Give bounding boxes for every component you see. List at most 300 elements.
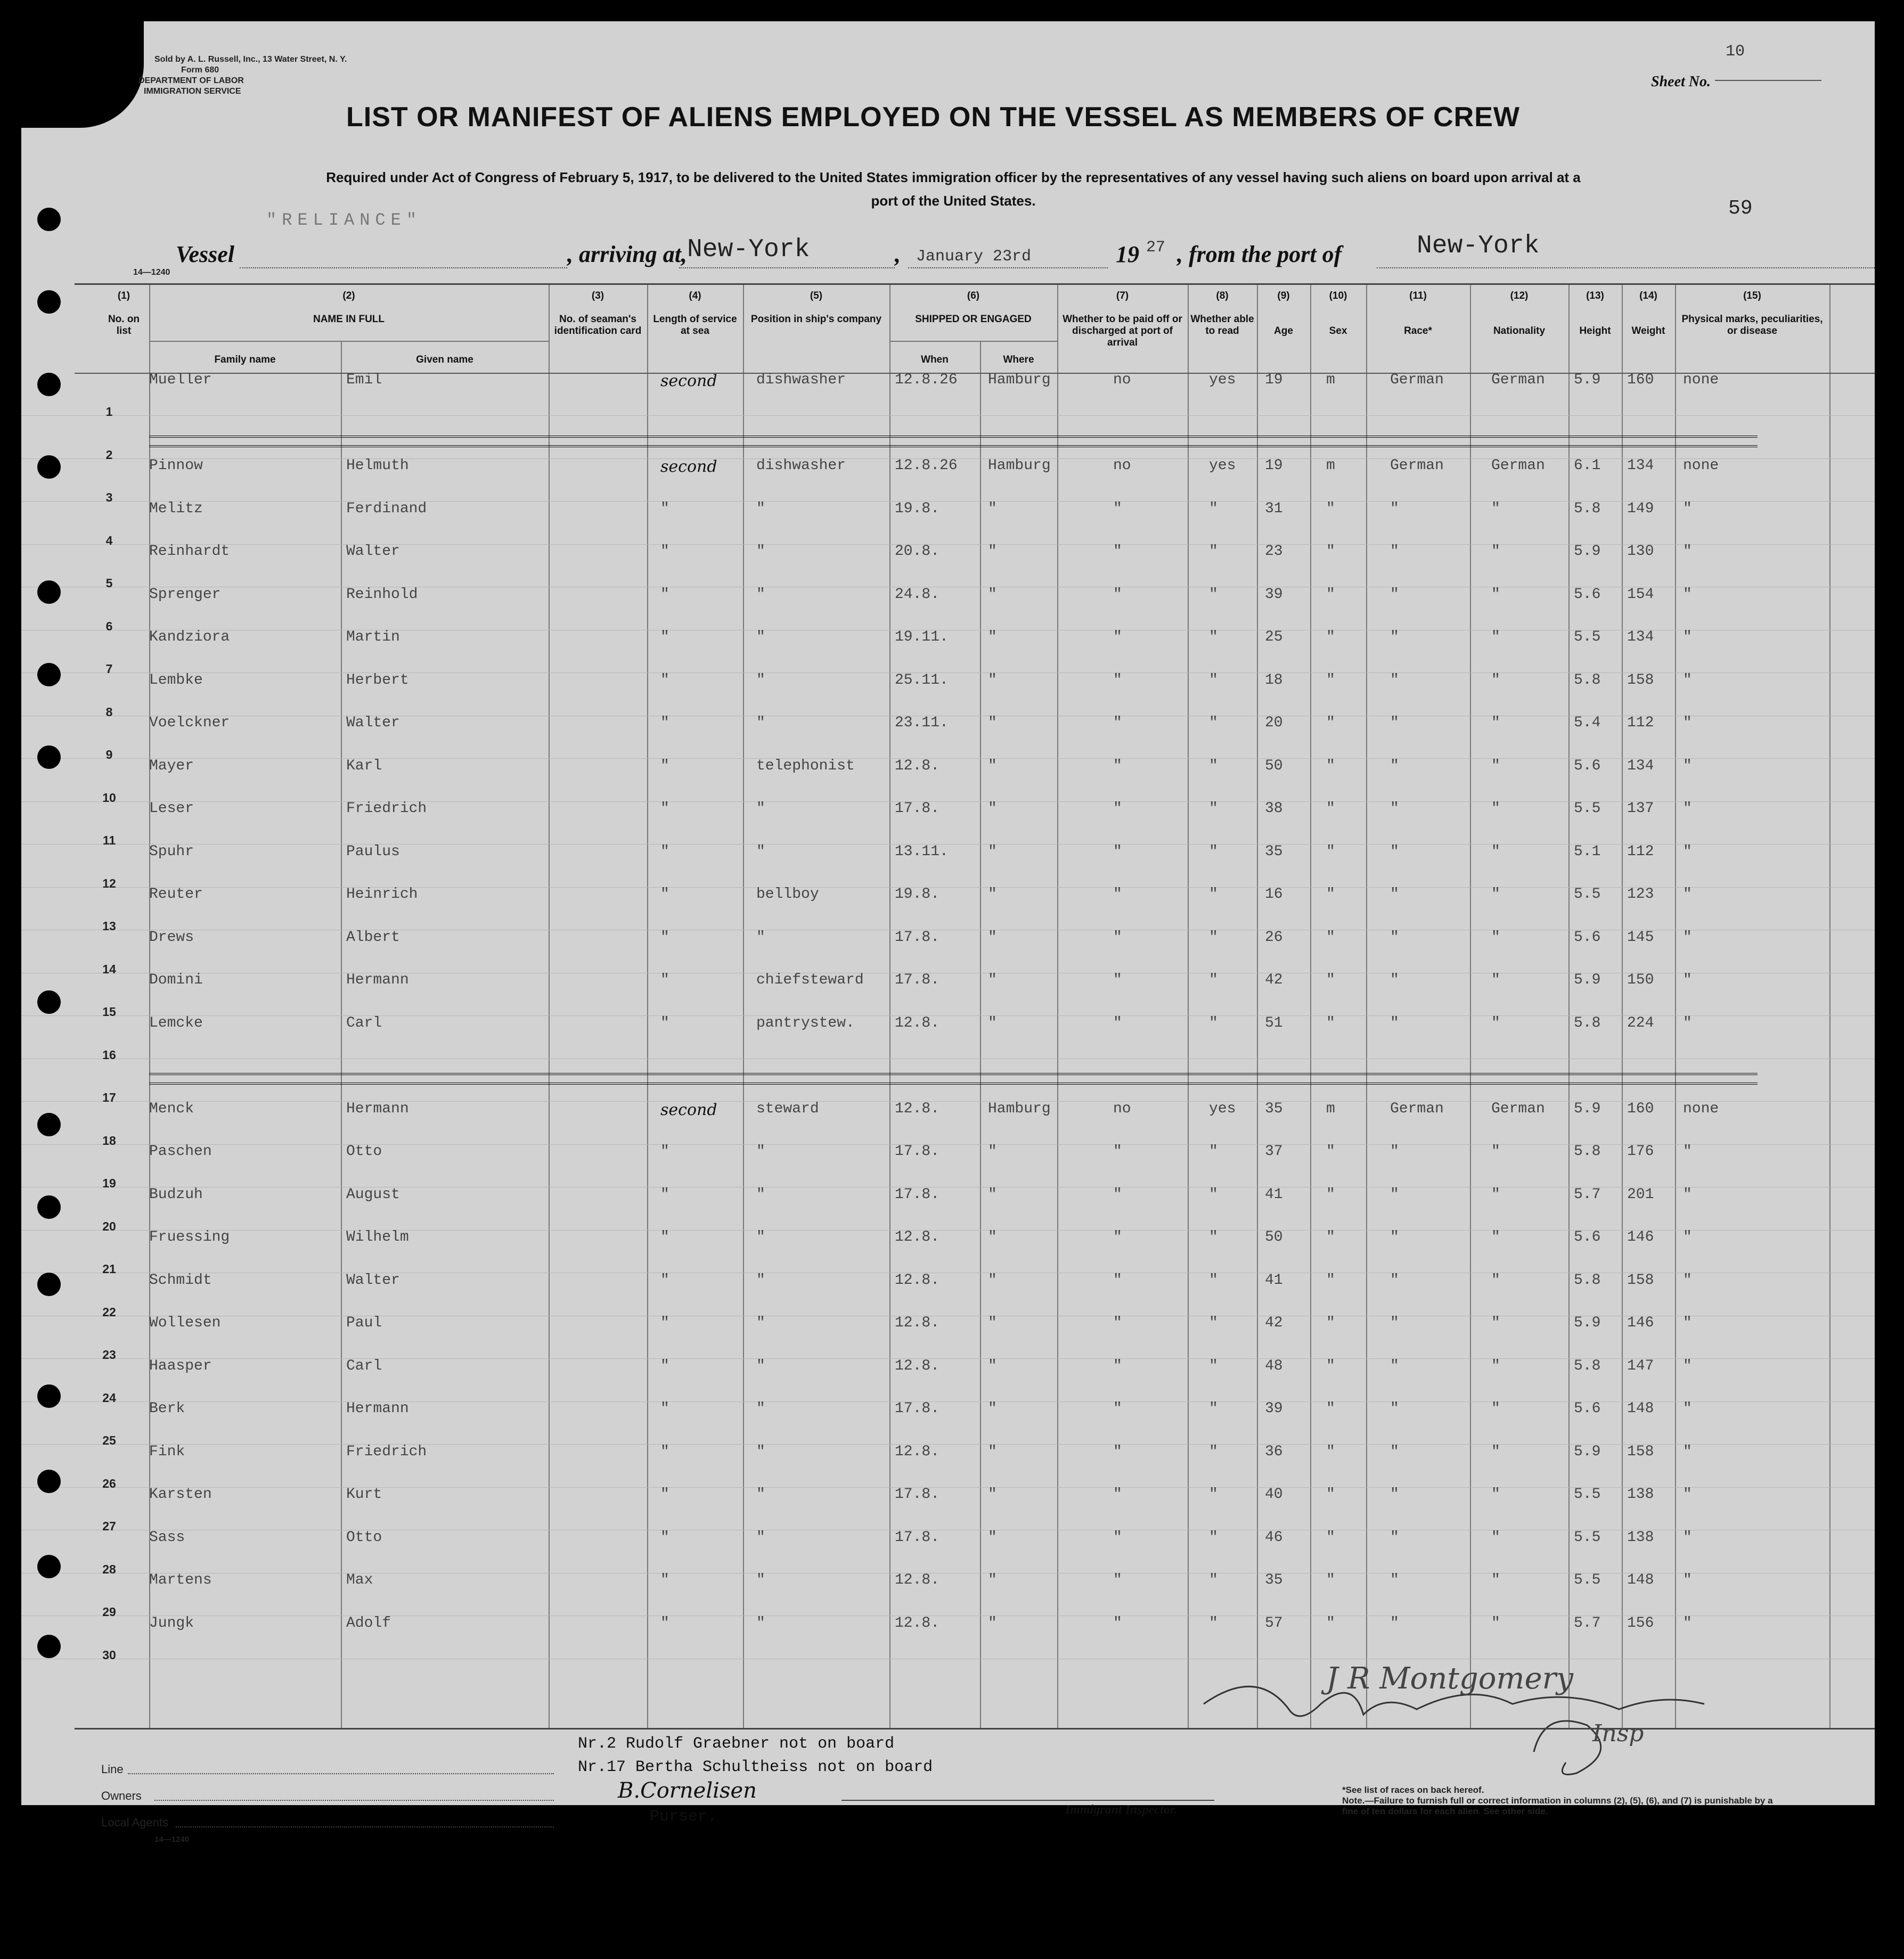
given-name-cell: Ferdinand (346, 500, 427, 517)
binder-hole (37, 580, 61, 604)
position-cell: " (756, 1614, 765, 1632)
read-cell: " (1209, 715, 1218, 731)
given-name-cell: Walter (346, 1272, 400, 1289)
inspector-signature: J R Montgomery (1326, 1661, 1574, 1696)
sex-cell: " (1326, 671, 1335, 688)
col6-header: (6) SHIPPED OR ENGAGED (915, 290, 1032, 325)
position-cell: " (756, 1272, 765, 1289)
position-cell: dishwasher (756, 372, 846, 388)
where-cell: " (988, 671, 997, 688)
weight-cell: 130 (1627, 543, 1654, 560)
position-cell: " (756, 800, 765, 817)
form-number: Form 680 (181, 65, 219, 75)
service-cell: " (660, 800, 669, 817)
nationality-cell: " (1491, 671, 1500, 688)
when-cell: 13.11. (895, 843, 949, 860)
marks-cell: " (1683, 1229, 1692, 1245)
height-cell: 5.9 (1574, 1315, 1601, 1331)
marks-cell: " (1683, 671, 1692, 688)
binder-hole (37, 455, 61, 479)
weight-cell: 158 (1627, 671, 1654, 688)
read-cell: " (1209, 757, 1218, 774)
owners-rule (154, 1800, 554, 1801)
read-cell: " (1209, 1529, 1218, 1546)
family-name-cell: Melitz (149, 500, 203, 517)
family-name-cell: Sprenger (149, 586, 221, 603)
read-cell: " (1209, 1143, 1218, 1160)
height-cell: 5.1 (1574, 843, 1601, 860)
marks-cell: " (1683, 886, 1692, 903)
weight-cell: 154 (1627, 586, 1654, 603)
race-cell: German (1390, 457, 1444, 474)
height-cell: 5.5 (1574, 1529, 1601, 1546)
height-cell: 5.4 (1574, 715, 1601, 731)
agents-label: Local Agents (101, 1816, 168, 1829)
race-cell: German (1390, 372, 1444, 388)
where-cell: " (988, 586, 997, 603)
position-cell: " (756, 1486, 765, 1503)
marks-cell: " (1683, 757, 1692, 774)
read-cell: " (1209, 500, 1218, 517)
marks-cell: " (1683, 543, 1692, 560)
race-cell: " (1390, 1614, 1399, 1632)
marks-cell: " (1683, 1186, 1692, 1203)
when-cell: 17.8. (895, 800, 940, 817)
purser-signature: B.Cornelisen (618, 1778, 757, 1803)
paid-off-cell: " (1113, 1315, 1122, 1331)
position-cell: steward (756, 1100, 819, 1117)
service-cell: second (660, 457, 717, 476)
marks-cell: " (1683, 1357, 1692, 1374)
weight-cell: 150 (1627, 972, 1654, 988)
row-number: 25 (102, 1433, 116, 1447)
marks-cell: " (1683, 972, 1692, 988)
height-cell: 5.8 (1574, 1143, 1601, 1160)
row-number: 16 (102, 1047, 116, 1062)
marks-cell: " (1683, 500, 1692, 517)
where-cell: " (988, 972, 997, 988)
age-cell: 35 (1265, 843, 1283, 860)
family-name-cell: Leser (149, 800, 194, 817)
sex-cell: " (1326, 929, 1335, 946)
weight-cell: 145 (1627, 929, 1654, 946)
where-cell: " (988, 1529, 997, 1546)
family-name-cell: Wollesen (149, 1315, 221, 1331)
family-name-cell: Fink (149, 1443, 185, 1460)
nationality-cell: " (1491, 1229, 1500, 1245)
nationality-cell: " (1491, 1315, 1500, 1331)
note-line-2: Nr.17 Bertha Schultheiss not on board (578, 1758, 933, 1776)
given-name-cell: Martin (346, 629, 400, 645)
paid-off-cell: " (1113, 629, 1122, 645)
when-cell: 17.8. (895, 1186, 940, 1203)
marks-cell: " (1683, 1272, 1692, 1289)
age-cell: 41 (1265, 1186, 1283, 1203)
service-cell: " (660, 1143, 669, 1160)
where-cell: " (988, 1443, 997, 1460)
height-cell: 5.6 (1574, 1229, 1601, 1245)
nationality-cell: " (1491, 757, 1500, 774)
row-number: 8 (105, 704, 113, 719)
where-header: Where (1003, 354, 1034, 365)
race-cell: " (1390, 929, 1399, 946)
given-name-cell: Emil (346, 372, 382, 388)
row-number: 7 (105, 662, 113, 676)
department-name: DEPARTMENT OF LABOR (138, 76, 244, 85)
paid-off-cell: " (1113, 586, 1122, 603)
position-cell: " (756, 1443, 765, 1460)
family-name-cell: Spuhr (149, 843, 194, 860)
sex-cell: " (1326, 500, 1335, 517)
weight-cell: 134 (1627, 757, 1654, 774)
when-cell: 12.8. (895, 1614, 940, 1632)
col-line-given (341, 341, 342, 1728)
when-cell: 12.8. (895, 1357, 940, 1374)
height-cell: 5.6 (1574, 757, 1601, 774)
family-name-cell: Voelckner (149, 715, 230, 731)
family-name-cell: Mayer (149, 757, 194, 774)
manifest-sheet (21, 21, 1875, 1844)
weight-cell: 160 (1627, 1100, 1654, 1117)
family-name-cell: Reinhardt (149, 543, 230, 560)
weight-cell: 138 (1627, 1486, 1654, 1503)
nationality-cell: " (1491, 929, 1500, 946)
height-cell: 5.7 (1574, 1614, 1601, 1632)
row-number: 15 (102, 1005, 116, 1019)
year-prefix: 19 (1116, 241, 1139, 267)
given-name-cell: Reinhold (346, 586, 418, 603)
row-number: 17 (102, 1091, 116, 1104)
where-cell: " (988, 715, 997, 731)
name-header-rule (149, 341, 549, 342)
read-cell: " (1209, 1229, 1218, 1245)
footer-rule (75, 1728, 1875, 1730)
marks-cell: " (1683, 843, 1692, 860)
given-name-cell: Herbert (346, 671, 409, 688)
paid-off-cell: " (1113, 1229, 1122, 1245)
age-cell: 42 (1265, 1315, 1283, 1331)
service-cell: " (660, 1572, 669, 1588)
col7-header: (7) Whether to be paid off or discharged at port of arrival (1063, 290, 1182, 348)
sheet-label: Sheet No. (1651, 73, 1711, 90)
agents-rule (176, 1826, 554, 1827)
height-cell: 5.8 (1574, 500, 1601, 517)
paid-off-cell: " (1113, 843, 1122, 860)
nationality-cell: " (1491, 500, 1500, 517)
purser-label: Purser. (650, 1808, 717, 1826)
nationality-cell: " (1491, 1143, 1500, 1160)
where-cell: " (988, 543, 997, 560)
when-cell: 12.8. (895, 1443, 940, 1460)
marks-cell: " (1683, 800, 1692, 817)
service-cell: " (660, 1272, 669, 1289)
given-name-cell: Helmuth (346, 457, 409, 474)
when-cell: 19.8. (895, 886, 940, 903)
paid-off-cell: " (1113, 1529, 1122, 1546)
races-note: *See list of races on back hereof. (1342, 1785, 1484, 1795)
read-cell: " (1209, 586, 1218, 603)
service-cell: " (660, 1486, 669, 1503)
sex-cell: " (1326, 800, 1335, 817)
family-name-cell: Haasper (149, 1357, 212, 1374)
age-cell: 57 (1265, 1614, 1283, 1632)
given-name-cell: Friedrich (346, 800, 427, 817)
family-name-cell: Menck (149, 1100, 194, 1117)
race-cell: " (1390, 1572, 1399, 1588)
sex-cell: " (1326, 843, 1335, 860)
race-cell: " (1390, 1486, 1399, 1503)
service-cell: " (660, 929, 669, 946)
family-name-cell: Lemcke (149, 1014, 203, 1031)
sex-cell: " (1326, 1572, 1335, 1588)
form-code-top: 14—1240 (133, 268, 170, 277)
nationality-cell: " (1491, 629, 1500, 645)
nationality-cell: " (1491, 586, 1500, 603)
sex-cell: " (1326, 1614, 1335, 1632)
family-name-cell: Budzuh (149, 1186, 203, 1203)
row-number: 24 (102, 1390, 116, 1405)
subtitle-line1: Required under Act of Congress of February 5, 1917, to be delivered to the United States immigration officer by the representatives of any vessel having such aliens on board upon arrival at a (326, 169, 1581, 185)
nationality-cell: " (1491, 1486, 1500, 1503)
line-rule (128, 1773, 554, 1774)
given-name-cell: Carl (346, 1357, 382, 1374)
when-cell: 17.8. (895, 972, 940, 988)
when-cell: 25.11. (895, 671, 949, 688)
service-cell: " (660, 715, 669, 731)
read-cell: yes (1209, 372, 1236, 388)
height-cell: 5.5 (1574, 1572, 1601, 1588)
height-cell: 5.8 (1574, 1272, 1601, 1289)
family-name-cell: Jungk (149, 1614, 194, 1632)
header-bottom-rule (75, 373, 1875, 374)
row-number: 14 (102, 962, 116, 976)
weight-cell: 146 (1627, 1229, 1654, 1245)
service-cell: " (660, 500, 669, 517)
age-cell: 16 (1265, 886, 1283, 903)
read-cell: " (1209, 543, 1218, 560)
height-cell: 5.5 (1574, 800, 1601, 817)
sex-cell: " (1326, 1315, 1335, 1331)
where-cell: " (988, 1614, 997, 1632)
nationality-cell: " (1491, 886, 1500, 903)
paid-off-cell: " (1113, 1443, 1122, 1460)
binder-hole (37, 1470, 61, 1493)
age-cell: 41 (1265, 1272, 1283, 1289)
paid-off-cell: " (1113, 1614, 1122, 1632)
given-name-cell: Albert (346, 929, 400, 946)
sex-cell: " (1326, 1186, 1335, 1203)
family-name-cell: Lembke (149, 671, 203, 688)
paid-off-cell: " (1113, 671, 1122, 688)
marks-cell: " (1683, 1315, 1692, 1331)
given-name-cell: Max (346, 1572, 373, 1588)
torn-corner (5, 5, 144, 128)
service-cell: " (660, 1443, 669, 1460)
sex-cell: " (1326, 886, 1335, 903)
date-rule (908, 267, 1108, 268)
col12-header: (12) Nationality (1493, 290, 1546, 337)
race-cell: " (1390, 1315, 1399, 1331)
read-cell: " (1209, 1400, 1218, 1417)
nationality-cell: " (1491, 1357, 1500, 1374)
given-name-cell: Paul (346, 1315, 382, 1331)
position-cell: " (756, 843, 765, 860)
age-cell: 20 (1265, 715, 1283, 731)
when-cell: 12.8. (895, 1014, 940, 1031)
weight-cell: 158 (1627, 1443, 1654, 1460)
when-cell: 12.8.26 (895, 372, 958, 388)
race-cell: " (1390, 1400, 1399, 1417)
given-name-cell: Hermann (346, 1100, 409, 1117)
arriving-rule (679, 267, 895, 268)
sex-cell: " (1326, 543, 1335, 560)
nationality-cell: " (1491, 1443, 1500, 1460)
paid-off-cell: no (1113, 372, 1131, 388)
row-number: 10 (102, 790, 116, 805)
age-cell: 39 (1265, 586, 1283, 603)
given-name-cell: Hermann (346, 1400, 409, 1417)
where-cell: " (988, 1572, 997, 1588)
position-cell: telephonist (756, 757, 855, 774)
row-number: 18 (102, 1133, 116, 1147)
read-cell: yes (1209, 1100, 1236, 1117)
read-cell: " (1209, 843, 1218, 860)
marks-cell: " (1683, 629, 1692, 645)
age-cell: 37 (1265, 1143, 1283, 1160)
paid-off-cell: " (1113, 1486, 1122, 1503)
where-cell: " (988, 1357, 997, 1374)
age-cell: 39 (1265, 1400, 1283, 1417)
sex-cell: " (1326, 1357, 1335, 1374)
nationality-cell: " (1491, 800, 1500, 817)
from-rule (1377, 267, 1875, 268)
from-label: , from the port of (1177, 241, 1342, 267)
weight-cell: 147 (1627, 1357, 1654, 1374)
weight-cell: 123 (1627, 886, 1654, 903)
row-number: 27 (102, 1519, 116, 1533)
binder-hole (37, 290, 61, 314)
col13-header: (13) Height (1579, 290, 1611, 337)
sex-cell: " (1326, 757, 1335, 774)
weight-cell: 148 (1627, 1400, 1654, 1417)
line-label: Line (101, 1763, 124, 1776)
family-name-cell: Kandziora (149, 629, 230, 645)
weight-cell: 158 (1627, 1272, 1654, 1289)
weight-cell: 112 (1627, 715, 1654, 731)
service-cell: second (660, 1100, 717, 1119)
row-number: 4 (105, 533, 113, 547)
where-cell: Hamburg (988, 372, 1051, 388)
paid-off-cell: " (1113, 500, 1122, 517)
height-cell: 5.9 (1574, 972, 1601, 988)
binder-hole (37, 1555, 61, 1578)
age-cell: 26 (1265, 929, 1283, 946)
col-line-where (980, 341, 981, 1728)
service-cell: " (660, 1614, 669, 1632)
read-cell: " (1209, 929, 1218, 946)
nationality-cell: " (1491, 1014, 1500, 1031)
race-cell: " (1390, 1014, 1399, 1031)
vessel-label: Vessel (176, 241, 234, 267)
service-cell: " (660, 843, 669, 860)
subtitle-line2: port of the United States. (871, 193, 1036, 209)
read-cell: " (1209, 1357, 1218, 1374)
given-name-cell: Friedrich (346, 1443, 427, 1460)
family-name-cell: Domini (149, 972, 203, 988)
age-cell: 23 (1265, 543, 1283, 560)
sex-cell: " (1326, 1400, 1335, 1417)
sex-cell: " (1326, 1229, 1335, 1245)
read-cell: " (1209, 800, 1218, 817)
where-cell: " (988, 1186, 997, 1203)
when-cell: 12.8.26 (895, 457, 958, 474)
service-cell: " (660, 972, 669, 988)
family-name-cell: Fruessing (149, 1229, 230, 1245)
col10-header: (10) Sex (1329, 290, 1347, 337)
col14-header: (14) Weight (1631, 290, 1665, 337)
row-number: 12 (102, 876, 116, 890)
given-name-cell: Otto (346, 1143, 382, 1160)
paid-off-cell: no (1113, 1100, 1131, 1117)
read-cell: " (1209, 1315, 1218, 1331)
binder-hole (37, 745, 61, 769)
shipped-header-rule (889, 341, 1057, 342)
read-cell: " (1209, 1186, 1218, 1203)
when-cell: 12.8. (895, 1315, 940, 1331)
row-number: 28 (102, 1562, 116, 1576)
where-cell: " (988, 1315, 997, 1331)
where-cell: " (988, 629, 997, 645)
read-cell: " (1209, 1572, 1218, 1588)
height-cell: 5.5 (1574, 1486, 1601, 1503)
binder-hole (37, 373, 61, 396)
sex-cell: " (1326, 1272, 1335, 1289)
given-name-cell: Hermann (346, 972, 409, 988)
read-cell: " (1209, 629, 1218, 645)
position-cell: bellboy (756, 886, 819, 903)
family-name-cell: Mueller (149, 372, 212, 388)
height-cell: 6.1 (1574, 457, 1601, 474)
marks-cell: " (1683, 929, 1692, 946)
race-cell: " (1390, 886, 1399, 903)
paid-off-cell: " (1113, 1400, 1122, 1417)
where-cell: " (988, 1229, 997, 1245)
where-cell: " (988, 1143, 997, 1160)
weight-cell: 176 (1627, 1143, 1654, 1160)
paid-off-cell: no (1113, 457, 1131, 474)
row-number: 30 (102, 1647, 116, 1662)
age-cell: 50 (1265, 1229, 1283, 1245)
marks-cell: " (1683, 1443, 1692, 1460)
age-cell: 35 (1265, 1572, 1283, 1588)
position-cell: " (756, 1529, 765, 1546)
family-name-cell: Schmidt (149, 1272, 212, 1289)
read-cell: " (1209, 972, 1218, 988)
row-number: 3 (105, 490, 113, 504)
nationality-cell: " (1491, 1400, 1500, 1417)
where-cell: " (988, 800, 997, 817)
age-cell: 19 (1265, 372, 1283, 388)
sex-cell: " (1326, 1443, 1335, 1460)
race-cell: " (1390, 500, 1399, 517)
service-cell: " (660, 1229, 669, 1245)
arriving-label: , arriving at, (567, 241, 687, 267)
service-cell: " (660, 629, 669, 645)
position-cell: " (756, 715, 765, 731)
when-cell: 17.8. (895, 1486, 940, 1503)
where-cell: " (988, 843, 997, 860)
paid-off-cell: " (1113, 929, 1122, 946)
